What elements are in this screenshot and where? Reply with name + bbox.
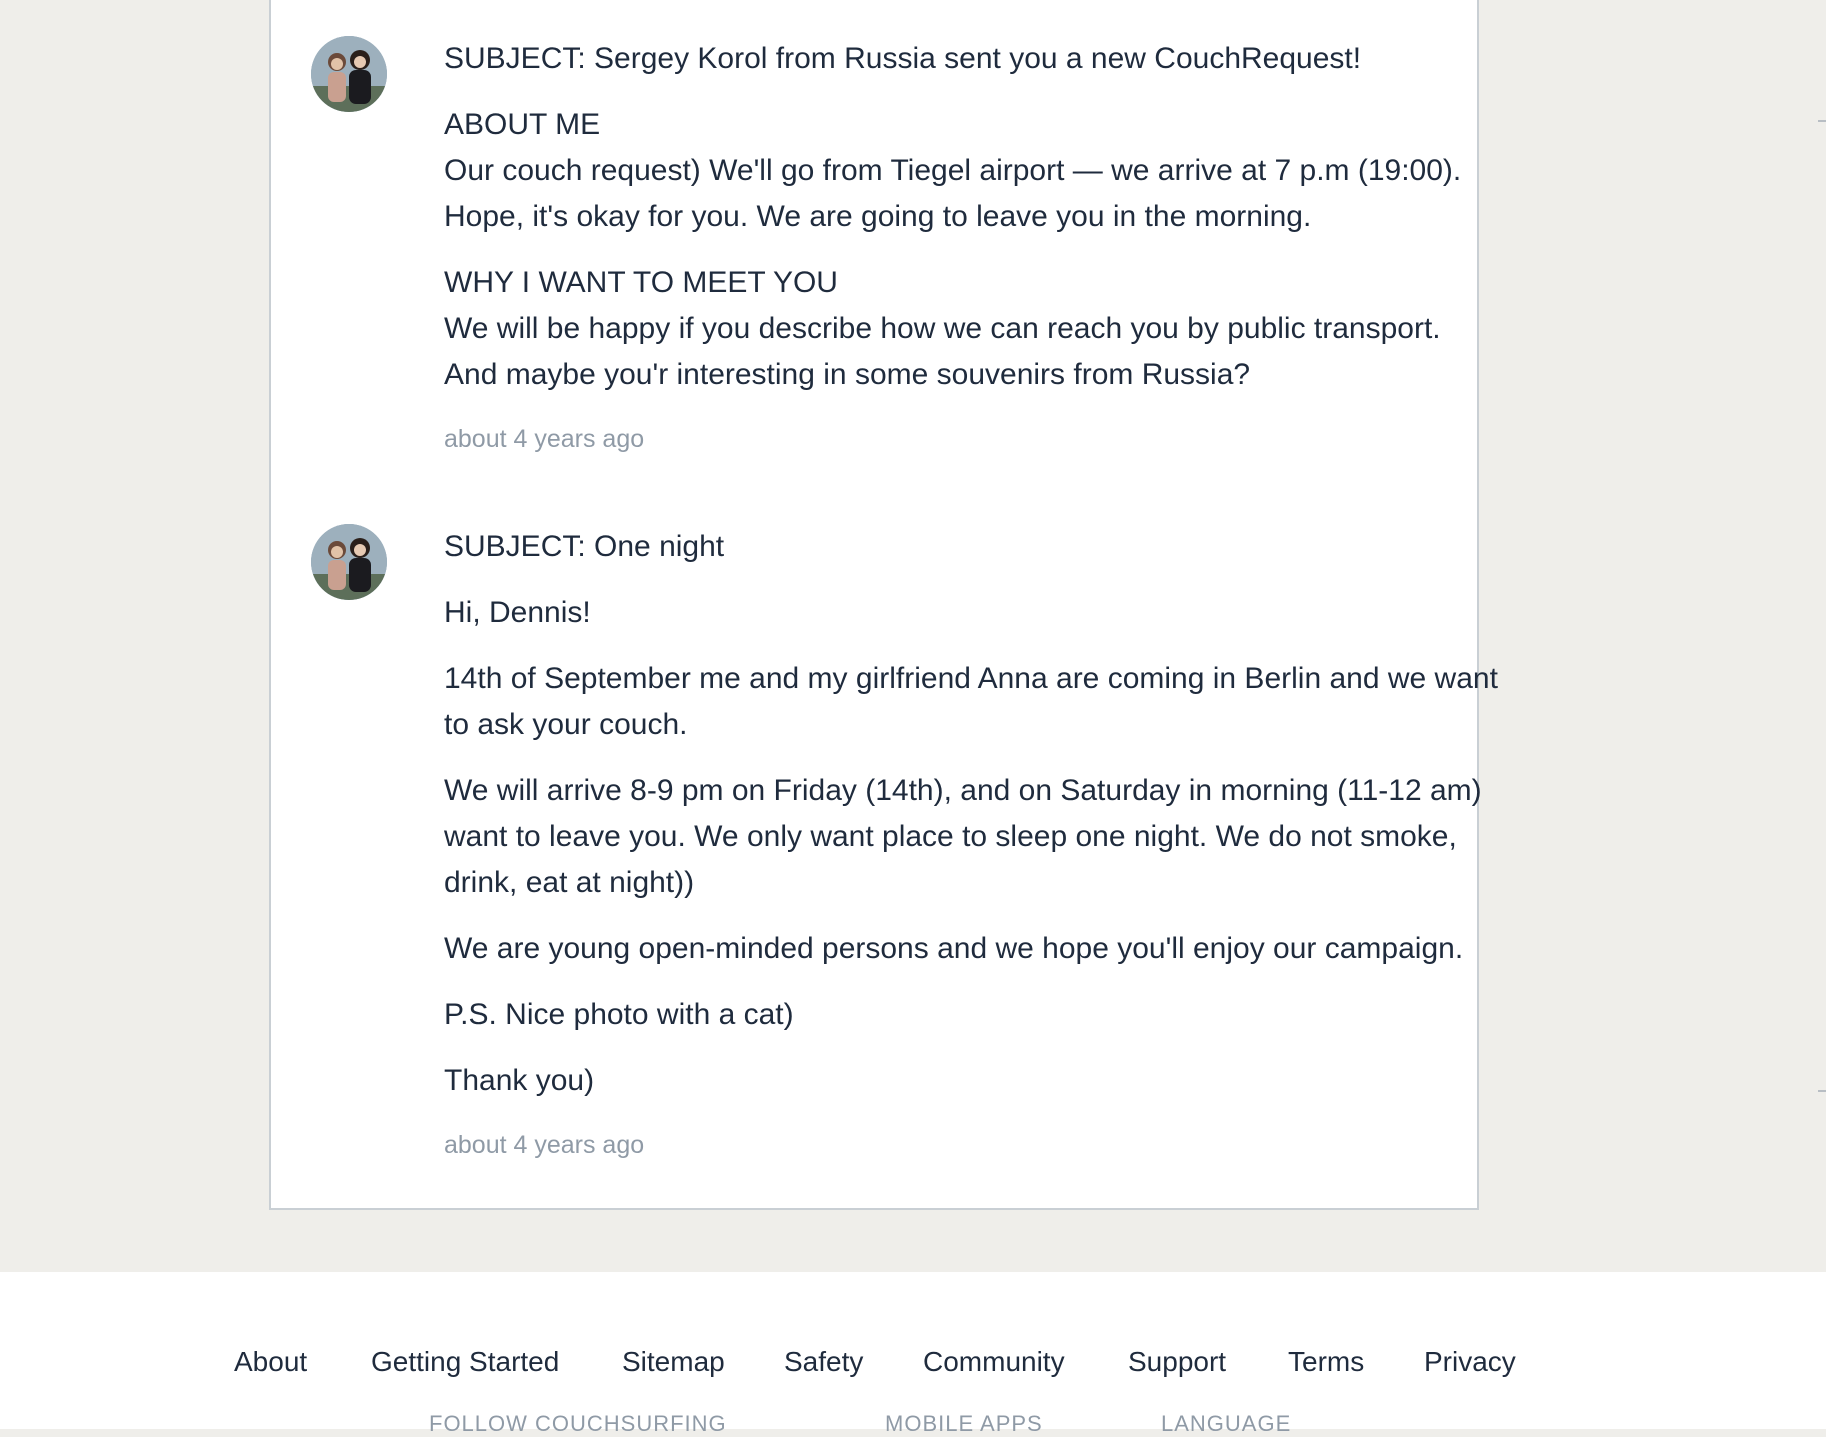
scrollbar-tick — [1818, 120, 1826, 122]
footer-link-sitemap[interactable]: Sitemap — [622, 1346, 725, 1377]
message-text-line: Hope, it's okay for you. We are going to leave you in the morning. — [444, 200, 1312, 233]
message-subject: SUBJECT: One night — [444, 530, 725, 563]
site-footer — [0, 1272, 1826, 1436]
message-text-line: We will be happy if you describe how we can reach you by public transport. — [444, 312, 1441, 345]
message-text-line: We will arrive 8-9 pm on Friday (14th), and on Saturday in morning (11-12 am) — [444, 774, 1482, 807]
footer-link-support[interactable]: Support — [1128, 1346, 1227, 1377]
message-text-line: 14th of September me and my girlfriend Anna are coming in Berlin and we want — [444, 662, 1498, 695]
message-body — [444, 524, 1498, 1168]
footer-link-getting-started[interactable]: Getting Started — [371, 1346, 560, 1377]
message-text-line: We are young open-minded persons and we hope you'll enjoy our campaign. — [444, 932, 1464, 965]
message-body — [444, 36, 1484, 462]
message-subject: SUBJECT: Sergey Korol from Russia sent you a new CouchRequest! — [444, 42, 1362, 75]
message-text-line: drink, eat at night)) — [444, 866, 695, 899]
message-text-line: want to leave you. We only want place to sleep one night. We do not smoke, — [444, 820, 1457, 853]
message-text-line: Thank you) — [444, 1064, 595, 1097]
footer-link-safety[interactable]: Safety — [784, 1346, 864, 1377]
footer-heading-follow: FOLLOW COUCHSURFING — [429, 1411, 727, 1436]
message-text-line: Our couch request) We'll go from Tiegel airport — we arrive at 7 p.m (19:00). — [444, 154, 1462, 187]
message-text-line: to ask your couch. — [444, 708, 688, 741]
footer-heading-mobile-apps: MOBILE APPS — [885, 1411, 1043, 1436]
message-thread-card — [269, 0, 1498, 1210]
footer-heading-language: LANGUAGE — [1161, 1411, 1292, 1436]
footer-link-about[interactable]: About — [234, 1346, 308, 1377]
message-timestamp: about 4 years ago — [444, 425, 645, 453]
section-heading-why-meet: WHY I WANT TO MEET YOU — [444, 266, 838, 299]
section-heading-about-me: ABOUT ME — [444, 108, 601, 141]
message-text-line: P.S. Nice photo with a cat) — [444, 998, 794, 1031]
sender-avatar[interactable] — [311, 36, 387, 112]
footer-link-community[interactable]: Community — [923, 1346, 1065, 1377]
footer-link-terms[interactable]: Terms — [1288, 1346, 1365, 1377]
scrollbar-tick — [1818, 1090, 1826, 1092]
footer-link-privacy[interactable]: Privacy — [1424, 1346, 1516, 1377]
message-text-line: And maybe you'r interesting in some souvenirs from Russia? — [444, 358, 1251, 391]
message-text-line: Hi, Dennis! — [444, 596, 591, 629]
message-timestamp: about 4 years ago — [444, 1131, 645, 1159]
sender-avatar[interactable] — [311, 524, 387, 600]
